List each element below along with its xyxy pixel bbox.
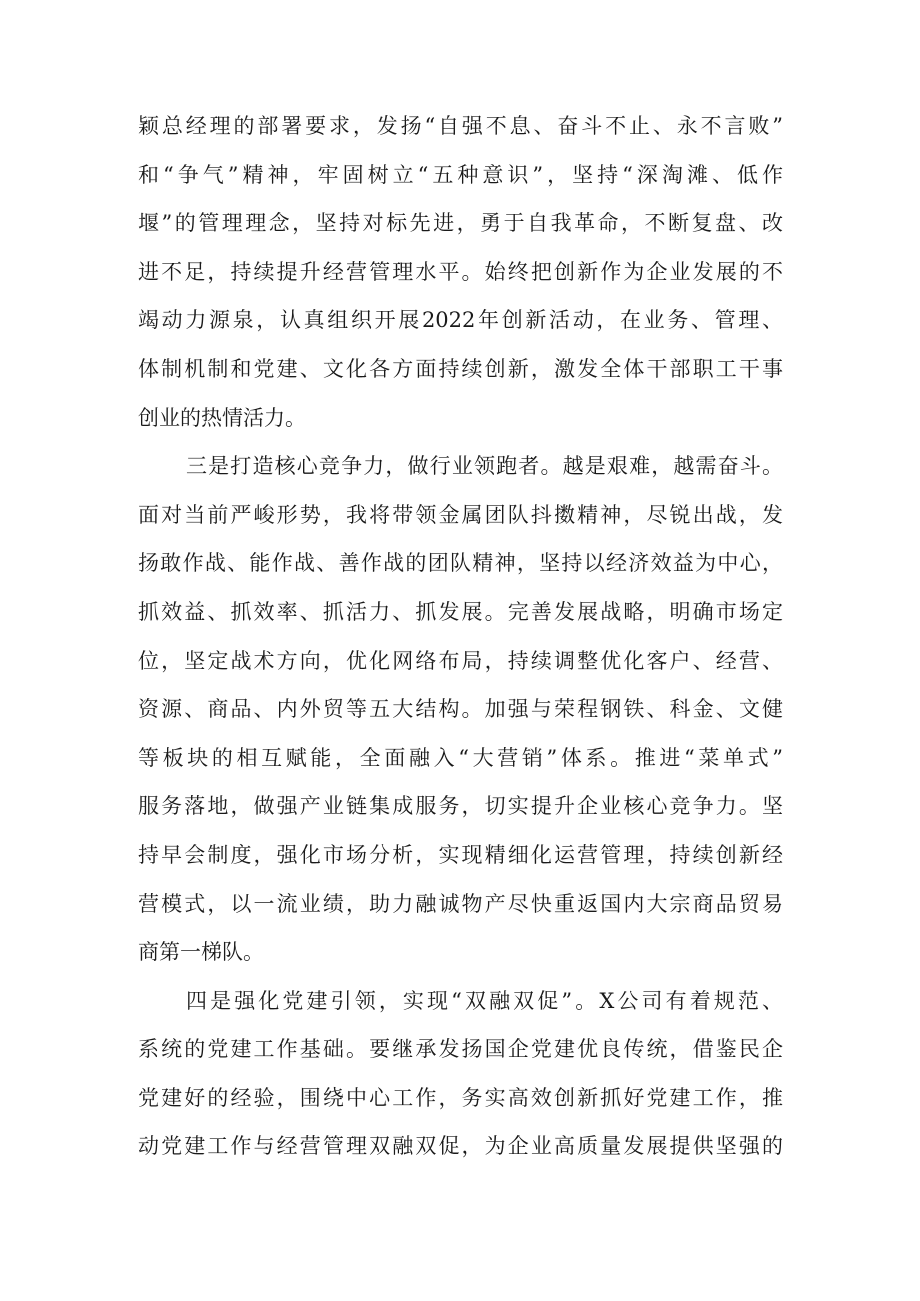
text-line: 位，坚定战术方向，优化网络布局，持续调整优化客户、经营、 — [138, 648, 783, 673]
text-line: 面对当前严峻形势，我将带领金属团队抖擞精神，尽锐出战，发 — [138, 502, 783, 527]
text-line: 服务落地，做强产业链集成服务，切实提升企业核心竞争力。坚 — [138, 794, 783, 819]
text-line: 和“争气”精神，牢固树立“五种意识”，坚持“深淘滩、低作 — [138, 162, 783, 187]
text-line: 抓效益、抓效率、抓活力、抓发展。完善发展战略，明确市场定 — [138, 599, 783, 624]
text-line: 营模式，以一流业绩，助力融诚物产尽快重返国内大宗商品贸易 — [138, 891, 783, 916]
document-body — [138, 102, 783, 1171]
text-line: 等板块的相互赋能，全面融入“大营销”体系。推进“菜单式” — [138, 745, 783, 770]
text-line: 进不足，持续提升经营管理水平。始终把创新作为企业发展的不 — [138, 259, 783, 284]
text-line: 党建好的经验，围绕中心工作，务实高效创新抓好党建工作，推 — [138, 1085, 783, 1110]
text-line: 竭动力源泉，认真组织开展2022年创新活动，在业务、管理、 — [138, 308, 783, 333]
text-line: 持早会制度，强化市场分析，实现精细化运营管理，持续创新经 — [138, 842, 783, 867]
text-line: 商第一梯队。 — [138, 940, 264, 965]
text-line: 资源、商品、内外贸等五大结构。加强与荣程钢铁、科金、文健 — [138, 697, 783, 722]
paragraph-four — [138, 977, 783, 1171]
text-line: 体制机制和党建、文化各方面持续创新，激发全体干部职工干事 — [138, 356, 783, 381]
text-line: 堰”的管理理念，坚持对标先进，勇于自我革命，不断复盘、改 — [138, 211, 783, 236]
text-line: 扬敢作战、能作战、善作战的团队精神，坚持以经济效益为中心， — [138, 551, 783, 576]
paragraph-continuation — [138, 102, 783, 442]
text-line: 四是强化党建引领，实现“双融双促”。X公司有着规范、 — [186, 988, 783, 1013]
text-line: 颖总经理的部署要求，发扬“自强不息、奋斗不止、永不言败” — [138, 114, 783, 138]
paragraph-three — [138, 442, 783, 977]
text-line: 三是打造核心竞争力，做行业领跑者。越是艰难，越需奋斗。 — [186, 454, 783, 479]
text-line: 动党建工作与经营管理双融双促，为企业高质量发展提供坚强的 — [138, 1134, 783, 1159]
text-line: 创业的热情活力。 — [138, 405, 306, 430]
text-line: 系统的党建工作基础。要继承发扬国企党建优良传统，借鉴民企 — [138, 1037, 783, 1062]
